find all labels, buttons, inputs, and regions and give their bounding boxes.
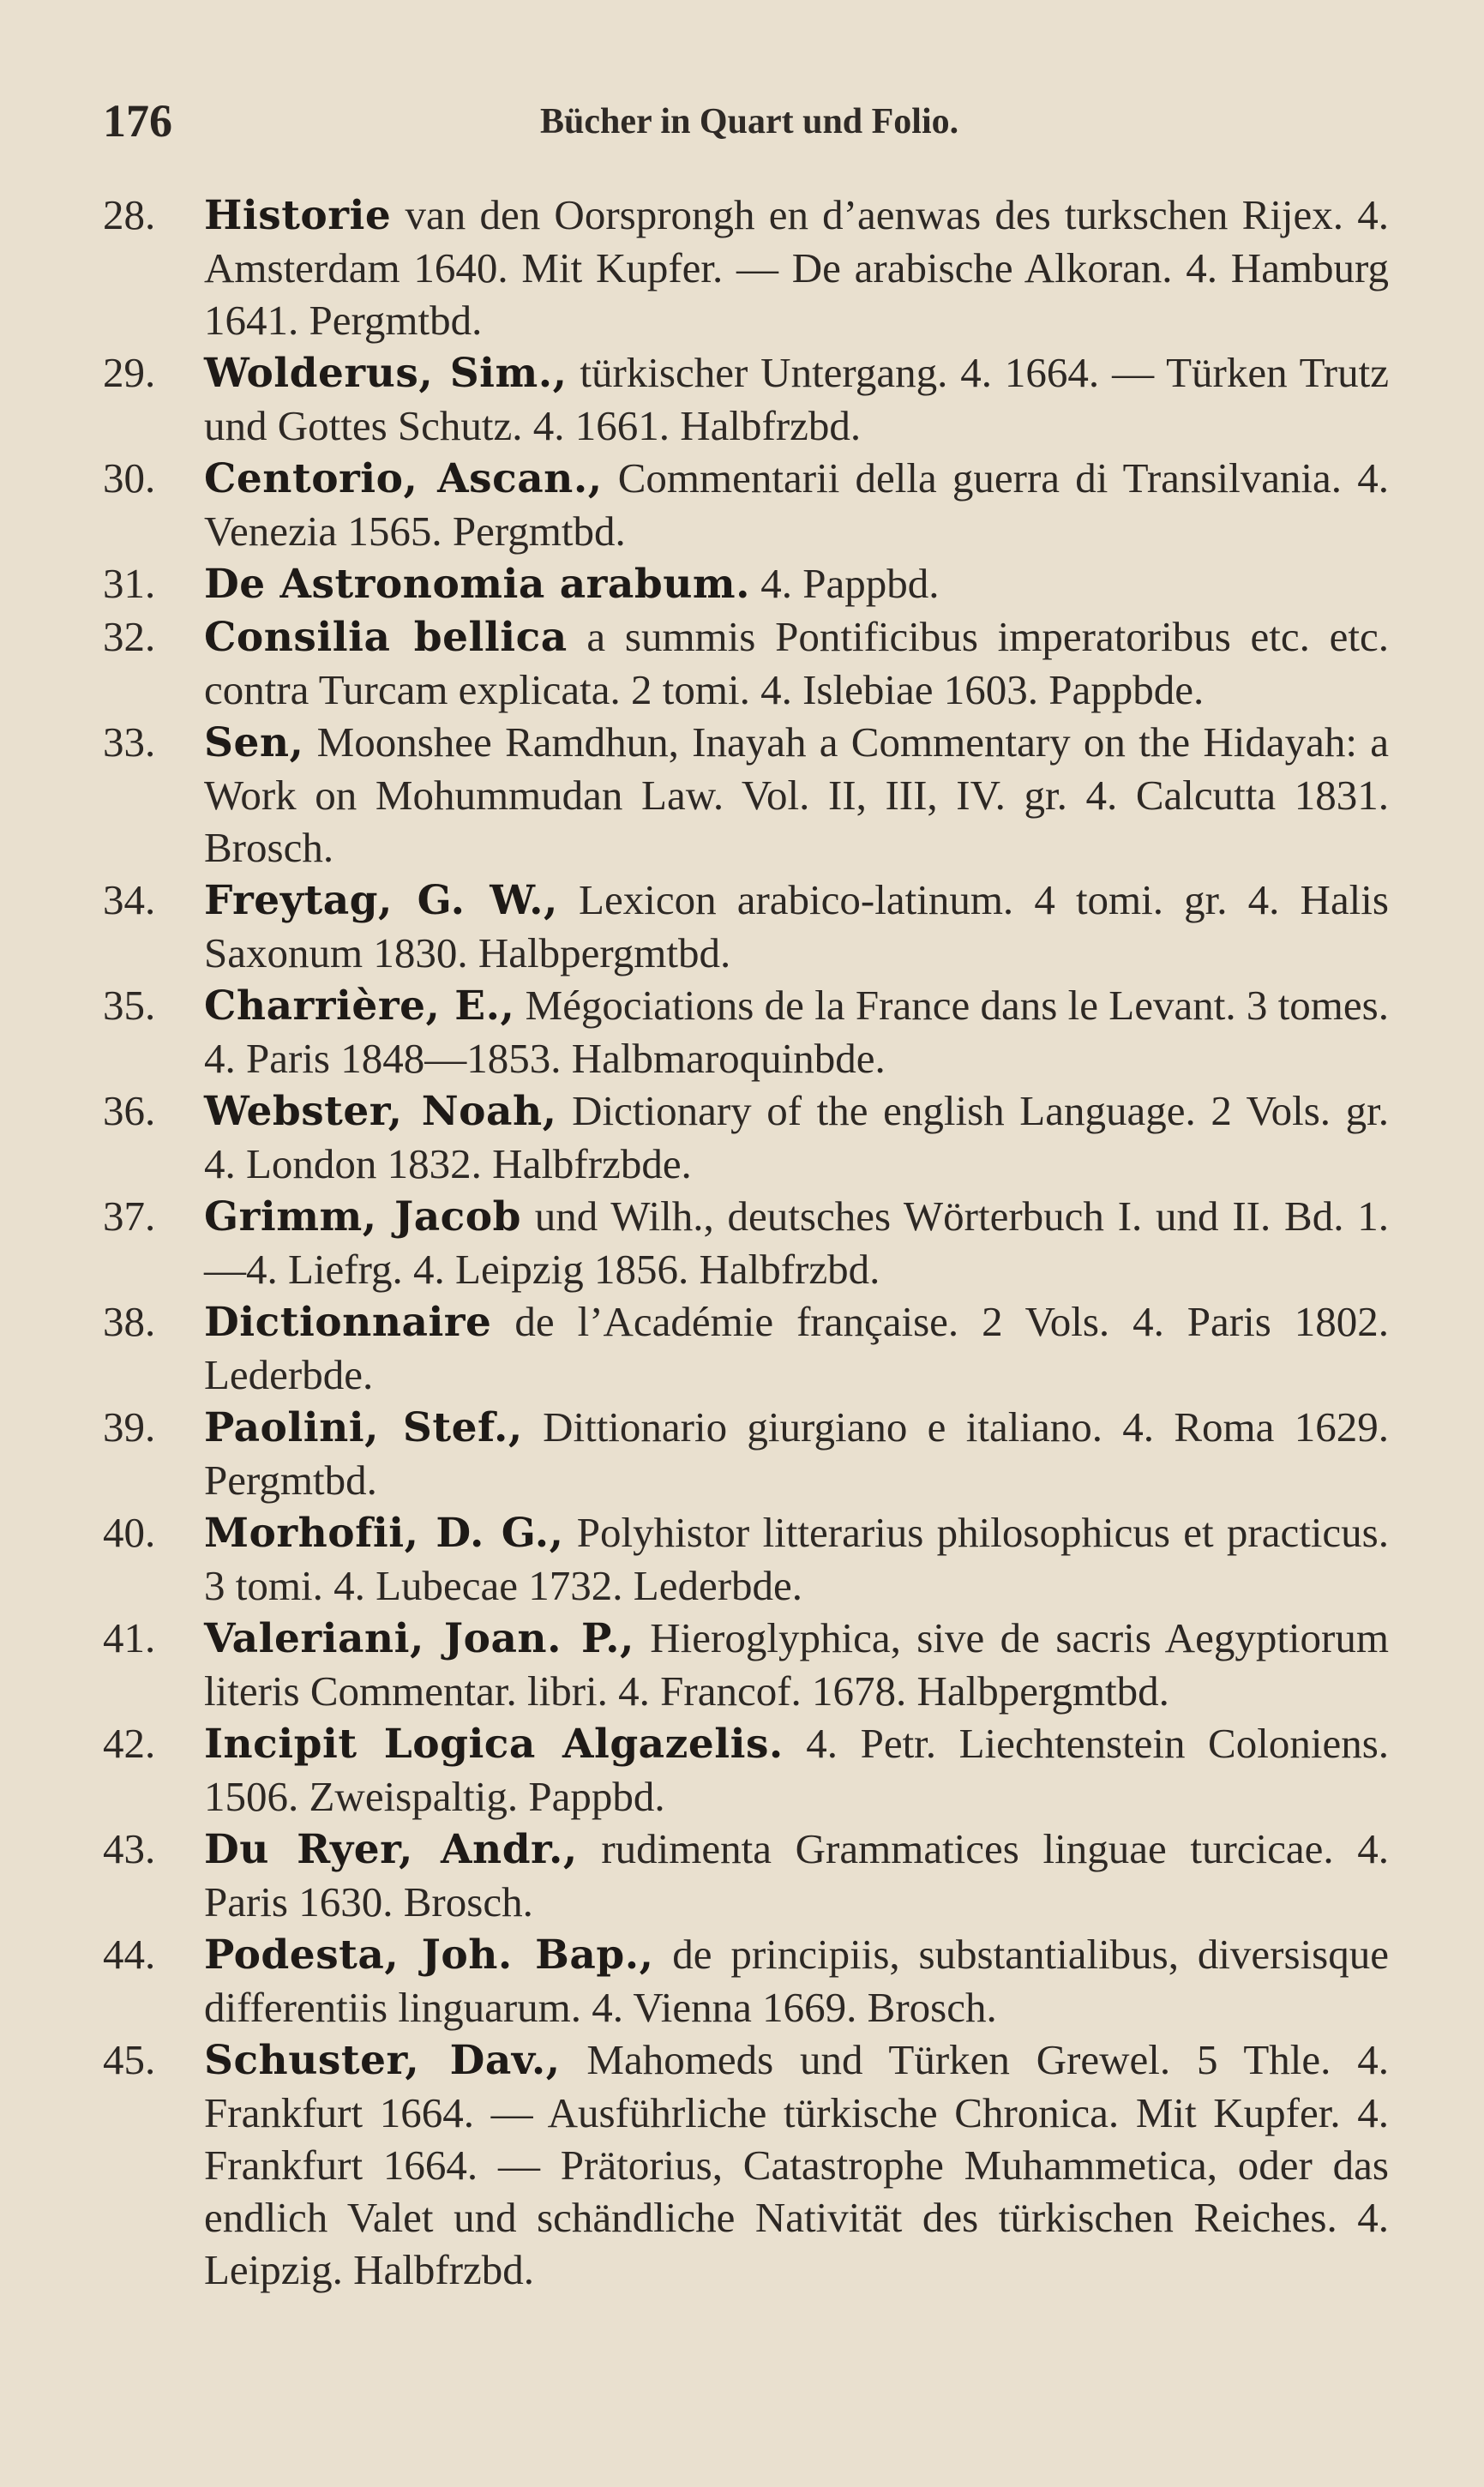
entry-text: Dictionary of the english Language. 2 Vols. gr. 4. London 1832. Halbfrzbde. [204,1087,1389,1187]
entry-text: Lexicon arabico-latinum. 4 tomi. gr. 4. Halis Saxonum 1830. Halbpergmtbd. [204,876,1389,976]
entry-heading: Grimm, Jacob [204,1193,522,1240]
catalog-entry-43 [103,1823,1389,1928]
entry-text: de principiis, substantialibus, diversisque differentiis linguarum. 4. Vienna 1669. Brosch. [204,1931,1389,2031]
entry-number: 42. [103,1720,156,1767]
entry-number: 28. [103,191,156,238]
entry-number: 34. [103,876,156,923]
catalog-entry-31 [103,557,1389,610]
catalog-entry-30 [103,452,1389,557]
entry-heading: Webster, Noah, [204,1088,557,1135]
entry-number: 32. [103,613,156,660]
entry-heading: Paolini, Stef., [204,1404,523,1451]
entry-heading: Sen, [204,719,304,766]
entry-number: 35. [103,982,156,1029]
entry-number: 31. [103,560,156,607]
entry-heading: Morhofii, D. G., [204,1510,564,1557]
entry-heading: Dictionnaire [204,1299,492,1346]
entry-heading: Freytag, G. W., [204,877,558,924]
entry-number: 43. [103,1825,156,1872]
entry-text: Commentarii della guerra di Transilvania. 4. Venezia 1565. Pergmtbd. [204,454,1389,555]
catalog-entry-34 [103,874,1389,979]
entry-number: 45. [103,2036,156,2083]
catalog-entry-36 [103,1084,1389,1190]
entry-text: und Wilh., deutsches Wörterbuch I. und II. Bd. 1.—4. Liefrg. 4. Leipzig 1856. Halbfrzbd. [204,1192,1390,1293]
entry-text: 4. Pappbd. [750,560,940,607]
catalog-entry-28 [103,189,1389,346]
catalog-entry-44 [103,1928,1389,2033]
entry-heading: Podesta, Joh. Bap., [204,1931,654,1979]
entry-number: 44. [103,1931,156,1978]
entry-heading: Incipit Logica Algazelis. [204,1721,784,1768]
entry-text: a summis Pontificibus imperatoribus etc. etc. contra Turcam explicata. 2 tomi. 4. Islebiae 1603. Pappbde. [204,613,1389,713]
catalog-entry-39 [103,1401,1389,1506]
catalog-entry-40 [103,1506,1389,1612]
entry-number: 40. [103,1509,156,1556]
catalog-entry-33 [103,716,1389,874]
entry-number: 36. [103,1087,156,1134]
entry-text: Mégociations de la France dans le Levant. 3 tomes. 4. Paris 1848—1853. Halbmaroquinbde. [204,982,1389,1082]
catalog-entry-35 [103,979,1389,1084]
entry-text: Hieroglyphica, sive de sacris Aegyptiorum literis Commentar. libri. 4. Francof. 1678. Halbpergmtbd. [204,1614,1389,1715]
entry-text: Polyhistor litterarius philosophicus et practicus. 3 tomi. 4. Lubecae 1732. Lederbde. [204,1509,1389,1609]
catalog-entry-41 [103,1612,1389,1717]
entry-text: van den Oorsprongh en d’aenwas des turkschen Rijex. 4. Amsterdam 1640. Mit Kupfer. — De arabische Alkoran. 4. Hamburg 1641. Pergmtbd. [204,191,1389,344]
entry-text: Mahomeds und Türken Grewel. 5 Thle. 4. Frankfurt 1664. — Ausführliche türkische Chronica. Mit Kupfer. 4. Frankfurt 1664. — Prätorius, Catastrophe Muhammetica, oder das endlich Valet und schändliche Nativität des türkischen Reiches. 4. Leipzig. Halbfrzbd. [204,2036,1389,2293]
catalog-entry-29 [103,346,1389,452]
entry-heading: De Astronomia arabum. [204,561,750,608]
entry-heading: Schuster, Dav., [204,2037,561,2084]
catalog-entry-38 [103,1295,1389,1401]
entry-text: de l’Académie française. 2 Vols. 4. Paris 1802. Lederbde. [204,1298,1389,1398]
entry-text: türkischer Untergang. 4. 1664. — Türken Trutz und Gottes Schutz. 4. 1661. Halbfrzbd. [204,349,1389,449]
catalog-entry-45 [103,2033,1389,2296]
entry-number: 37. [103,1192,156,1240]
entry-number: 33. [103,718,156,766]
page-header [103,94,1389,163]
entry-heading: Charrière, E., [204,982,515,1030]
entry-number: 38. [103,1298,156,1345]
entry-number: 39. [103,1403,156,1451]
entry-text: Moonshee Ramdhun, Inayah a Commentary on the Hidayah: a Work on Mohummudan Law. Vol. II, III, IV. gr. 4. Calcutta 1831. Brosch. [204,718,1389,871]
entry-number: 29. [103,349,156,396]
page-number: 176 [103,95,172,147]
entry-heading: Consilia bellica [204,614,568,661]
entry-heading: Valeriani, Joan. P., [204,1615,634,1662]
entry-text: 4. Petr. Liechtenstein Coloniens. 1506. Zweispaltig. Pappbd. [204,1720,1390,1820]
entry-heading: Historie [204,192,392,239]
catalog-entry-37 [103,1190,1389,1295]
entry-text: rudimenta Grammatices linguae turcicae. 4. Paris 1630. Brosch. [204,1825,1389,1925]
entry-heading: Du Ryer, Andr., [204,1826,578,1873]
catalog-entry-32 [103,610,1389,716]
entry-number: 30. [103,454,156,502]
entry-heading: Wolderus, Sim., [204,350,568,397]
catalog-entry-42 [103,1717,1389,1823]
catalog-entries [103,189,1389,2296]
entry-text: Dittionario giurgiano e italiano. 4. Roma 1629. Pergmtbd. [204,1403,1389,1504]
running-head: Bücher in Quart und Folio. [540,102,959,141]
entry-heading: Centorio, Ascan., [204,455,603,502]
entry-number: 41. [103,1614,156,1661]
